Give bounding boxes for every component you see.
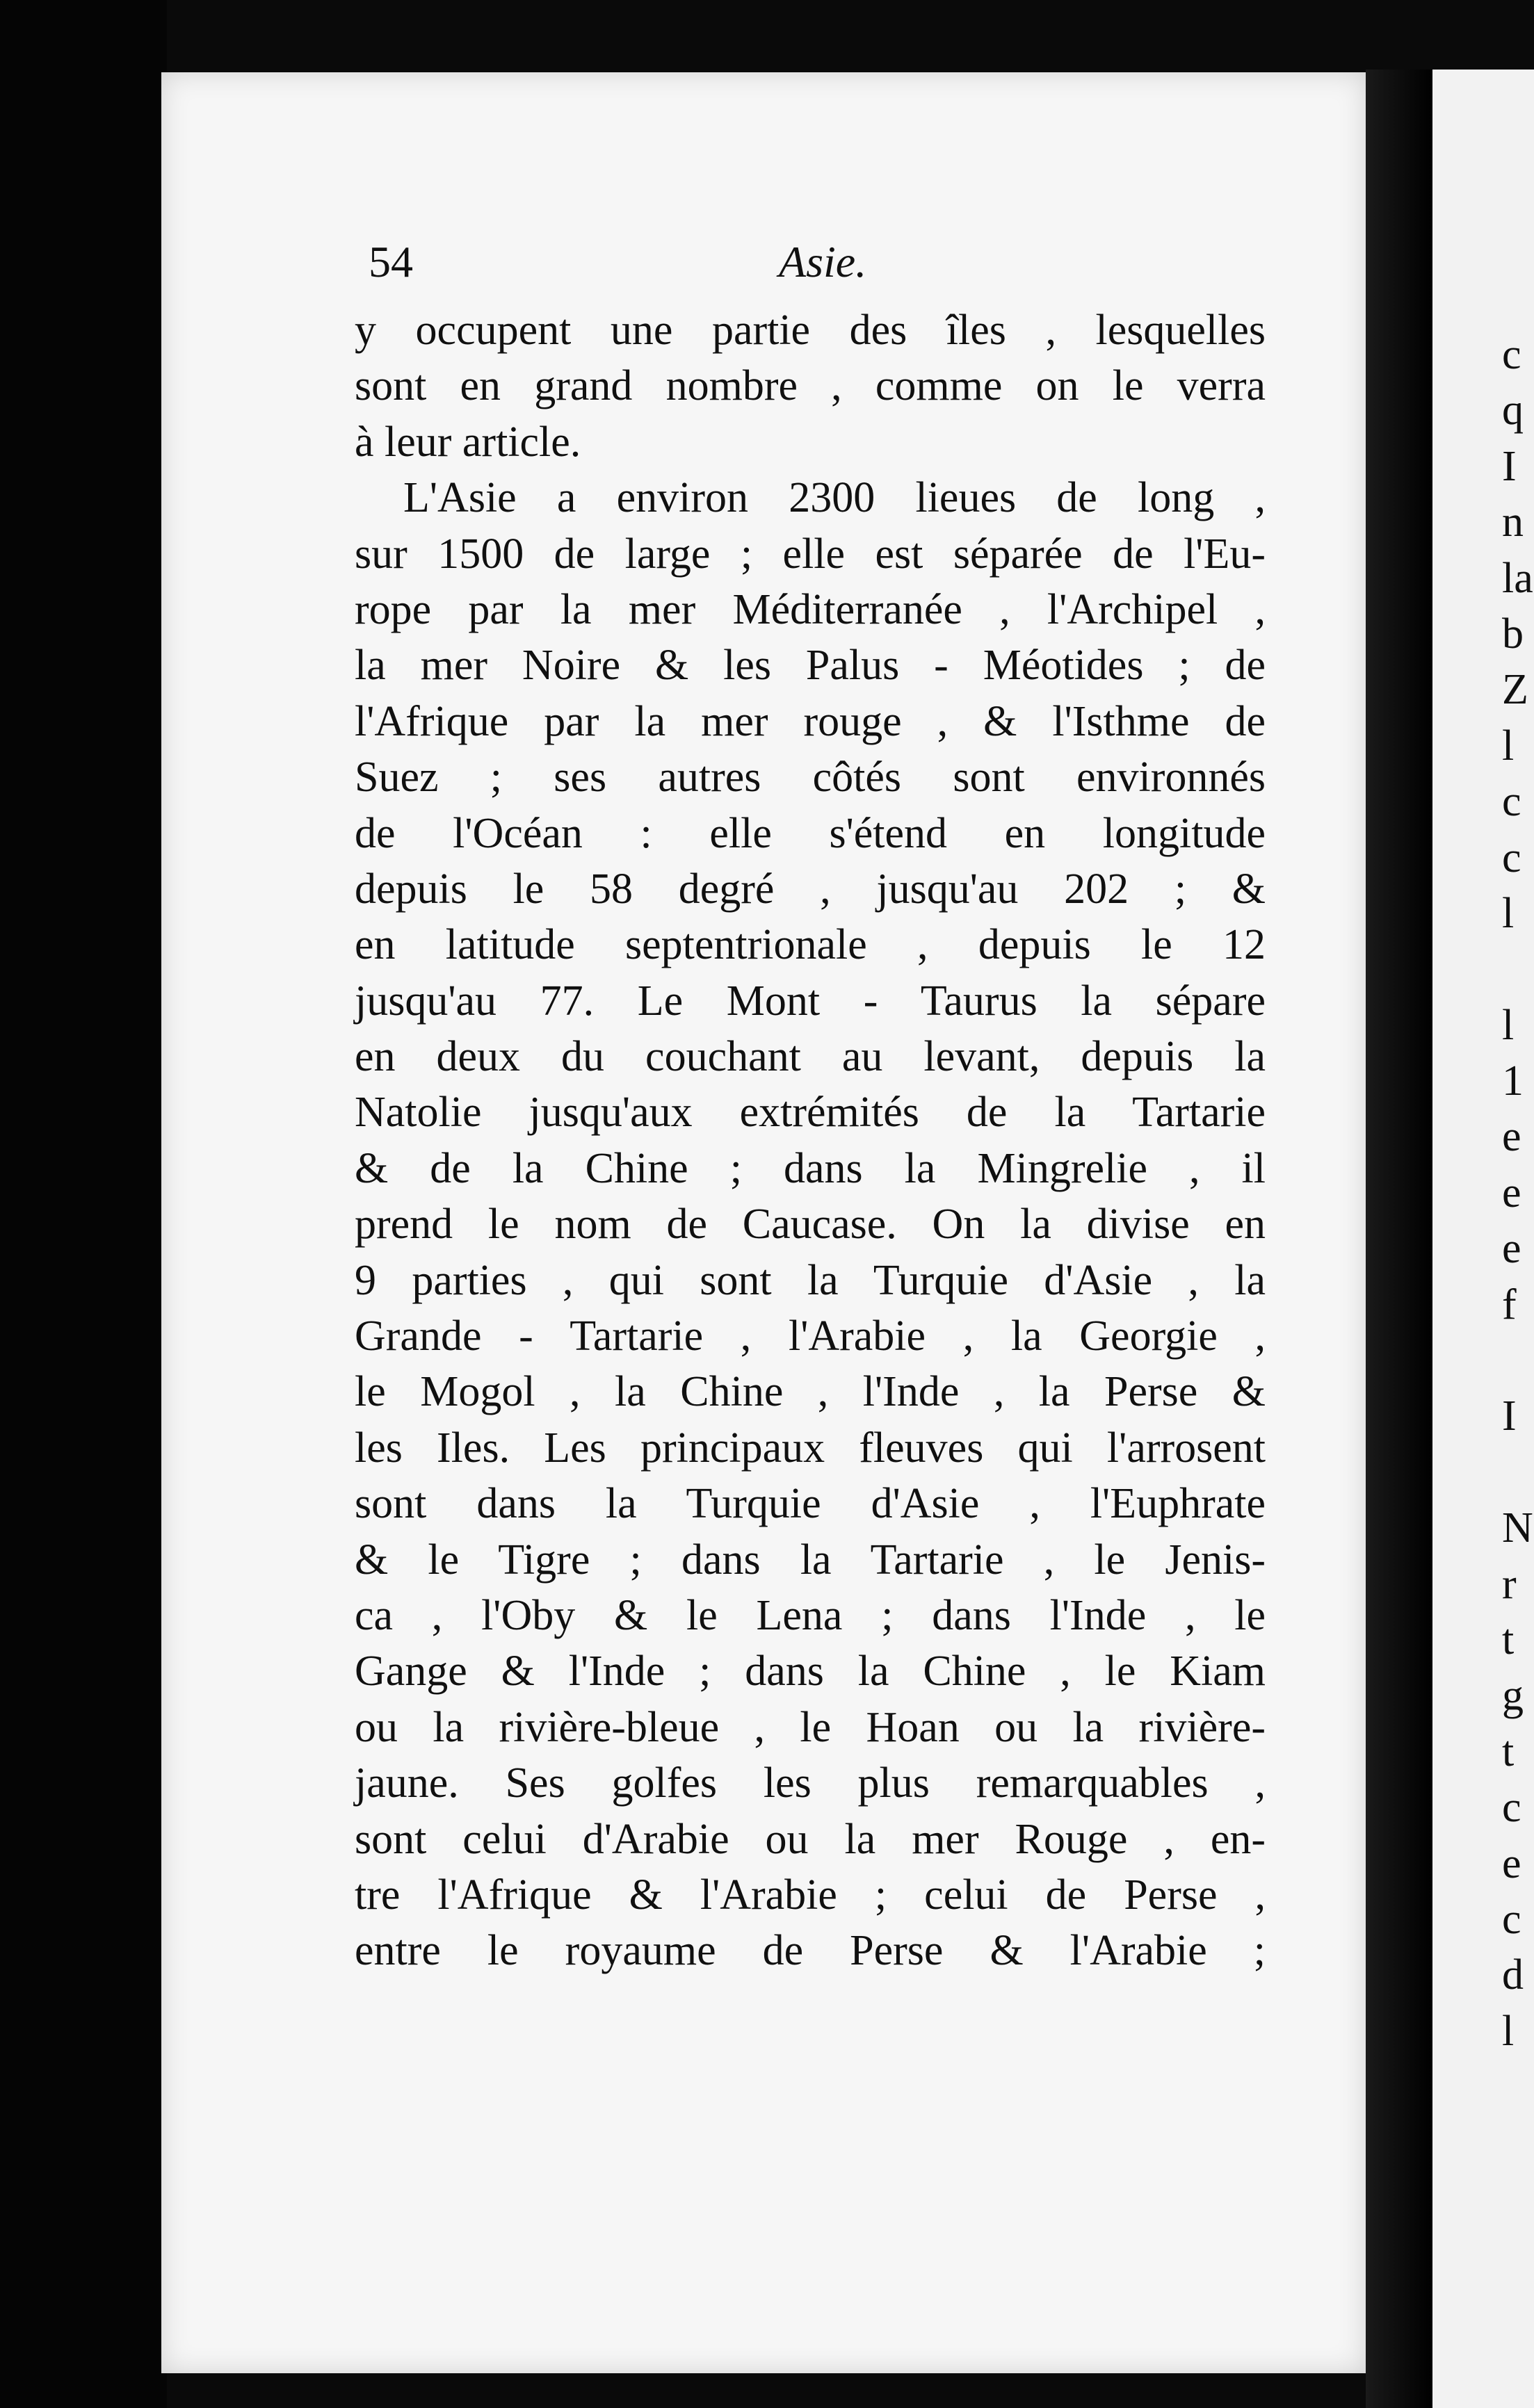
text-line: en latitude septentrionale , depuis le 12 [355,921,1266,969]
text-line: sont celui d'Arabie ou la mer Rouge , en- [355,1815,1266,1863]
text-line: ca , l'Oby & le Lena ; dans l'Inde , le [355,1591,1266,1639]
facing-page-line-fragment: e [1502,1225,1521,1273]
text-line: tre l'Afrique & l'Arabie ; celui de Perse , [355,1871,1266,1919]
text-line: sont dans la Turquie d'Asie , l'Euphrate [355,1480,1266,1528]
facing-page-line-fragment: c [1502,833,1521,881]
text-line: 9 parties , qui sont la Turquie d'Asie , la [355,1256,1266,1304]
facing-page-text-fragment [1502,327,1533,2059]
facing-page-line-fragment: q [1502,387,1524,434]
facing-page-line-fragment: d [1502,1951,1524,1999]
text-line: & le Tigre ; dans la Tartarie , le Jenis- [355,1536,1266,1584]
facing-page-line-fragment: t [1502,1727,1515,1775]
facing-page-line-fragment: l [1502,722,1515,770]
facing-page-line-fragment: I [1502,442,1517,490]
facing-page-line-fragment: l [1502,1001,1515,1049]
facing-page-line-fragment: e [1502,1839,1521,1887]
text-line: les Iles. Les principaux fleuves qui l'arrosent [355,1424,1266,1472]
text-line: prend le nom de Caucase. On la divise en [355,1201,1266,1248]
facing-page-line-fragment: c [1502,1895,1521,1943]
facing-page-line-fragment: t [1502,1616,1515,1663]
facing-page-line-fragment: b [1502,610,1524,658]
facing-page-line-fragment: N [1502,1504,1533,1552]
text-line: depuis le 58 degré , jusqu'au 202 ; & [355,865,1266,913]
text-line: jaune. Ses golfes les plus remarquables , [355,1759,1266,1807]
facing-page-line-fragment: n [1502,498,1524,546]
text-line: ou la rivière-bleue , le Hoan ou la rivière- [355,1703,1266,1751]
text-line: entre le royaume de Perse & l'Arabie ; [355,1927,1266,1975]
text-line: jusqu'au 77. Le Mont - Taurus la sépare [355,977,1266,1025]
facing-page-line-fragment: l [1502,889,1515,937]
facing-page-line-fragment: l [1502,2007,1515,2055]
facing-page-line-fragment: e [1502,1169,1521,1217]
facing-page-line-fragment [1502,941,1533,997]
text-line: Natolie jusqu'aux extrémités de la Tartarie [355,1089,1266,1137]
text-line: y occupent une partie des îles , lesquelles [355,307,1266,354]
facing-page-line-fragment [1502,1445,1533,1500]
text-line: sont en grand nombre , comme on le verra [355,362,1266,410]
text-line: l'Afrique par la mer rouge , & l'Isthme de [355,697,1266,745]
scan-border-left [0,0,167,2408]
text-line: le Mogol , la Chine , l'Inde , la Perse & [355,1368,1266,1416]
facing-page-line-fragment: c [1502,1784,1521,1832]
facing-page-line-fragment: Z [1502,666,1528,714]
text-line: en deux du couchant au levant, depuis la [355,1033,1266,1081]
text-line: Gange & l'Inde ; dans la Chine , le Kiam [355,1648,1266,1695]
facing-page-line-fragment: c [1502,331,1521,378]
text-line: Suez ; ses autres côtés sont environnés [355,754,1266,802]
text-line: Grande - Tartarie , l'Arabie , la Georgie , [355,1312,1266,1360]
running-head: Asie. [779,237,867,286]
text-line: de l'Océan : elle s'étend en longitude [355,809,1266,857]
page-number: 54 [369,237,413,286]
facing-page-line-fragment: la [1502,554,1533,602]
facing-page-line-fragment: r [1502,1560,1517,1608]
text-line: sur 1500 de large ; elle est séparée de l'Eu- [355,530,1266,578]
facing-page-line-fragment: f [1502,1280,1517,1328]
text-line: à leur article. [355,418,581,466]
text-line: & de la Chine ; dans la Mingrelie , il [355,1144,1266,1192]
text-line: rope par la mer Méditerranée , l'Archipel , [355,585,1266,633]
book-gutter-shadow [1366,70,1432,2408]
text-line: la mer Noire & les Palus - Méotides ; de [355,642,1266,690]
facing-page-line-fragment: 1 [1502,1057,1524,1105]
facing-page-line-fragment: I [1502,1392,1517,1440]
facing-page-line-fragment: e [1502,1113,1521,1161]
facing-page-line-fragment: g [1502,1672,1524,1720]
facing-page-line-fragment: c [1502,778,1521,826]
page-body-text [355,302,1266,1979]
text-line: L'Asie a environ 2300 lieues de long , [403,474,1266,522]
facing-page-line-fragment [1502,1333,1533,1388]
